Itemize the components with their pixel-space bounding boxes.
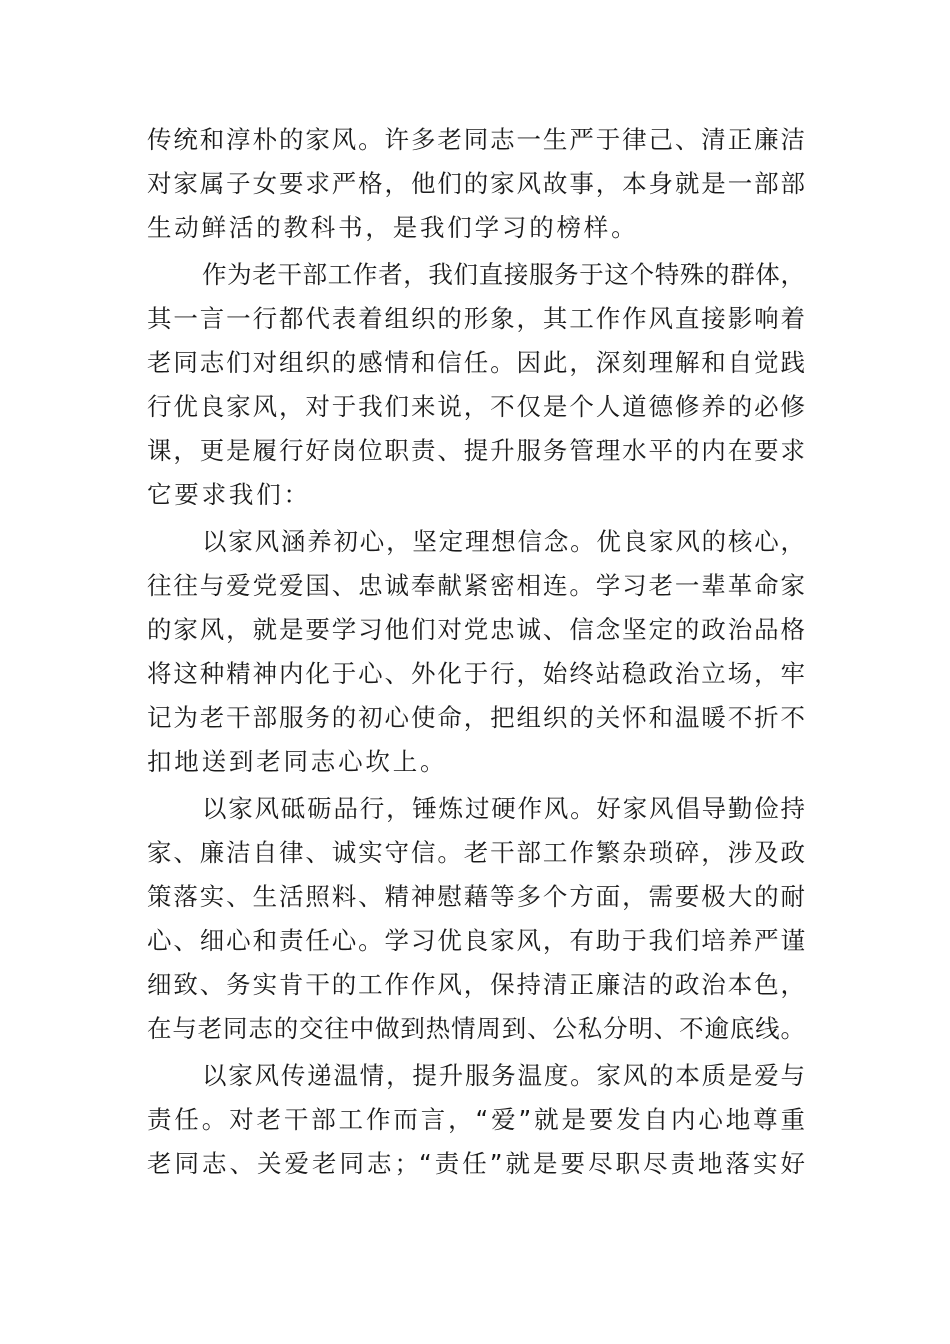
text-line: 作为老干部工作者，我们直接服务于这个特殊的群体， (202, 260, 805, 289)
text-line: 传统和淳朴的家风。许多老同志一生严于律己、清正廉洁 (147, 125, 805, 154)
text-line: 以家风传递温情，提升服务温度。家风的本质是爱与 (202, 1061, 805, 1090)
text-line: 扣地送到老同志心坎上。 (147, 747, 448, 776)
paragraph (147, 1054, 805, 1186)
text-line: 策落实、生活照料、精神慰藉等多个方面，需要极大的耐 (147, 882, 805, 911)
text-line: 记为老干部服务的初心使命，把组织的关怀和温暖不折不 (147, 703, 805, 732)
paragraph (147, 787, 805, 1051)
text-line: 以家风涵养初心，坚定理想信念。优良家风的核心， (202, 527, 805, 556)
text-line: 心、细心和责任心。学习优良家风，有助于我们培养严谨 (147, 926, 805, 955)
text-line: 老同志们对组织的感情和信任。因此，深刻理解和自觉践 (147, 348, 805, 377)
paragraph (147, 118, 805, 250)
text-line: 家、廉洁自律、诚实守信。老干部工作繁杂琐碎，涉及政 (147, 838, 805, 867)
text-line: 对家属子女要求严格，他们的家风故事，本身就是一部部 (147, 169, 805, 198)
paragraph (147, 253, 805, 517)
text-line: 将这种精神内化于心、外化于行，始终站稳政治立场，牢 (147, 659, 805, 688)
text-line: 其一言一行都代表着组织的形象，其工作作风直接影响着 (147, 304, 805, 333)
text-line: 老同志、关爱老同志；“责任”就是要尽职尽责地落实好 (147, 1149, 805, 1178)
paragraph (147, 520, 805, 784)
text-line: 责任。对老干部工作而言，“爱”就是要发自内心地尊重 (147, 1105, 805, 1134)
text-line: 往往与爱党爱国、忠诚奉献紧密相连。学习老一辈革命家 (147, 571, 805, 600)
text-line: 在与老同志的交往中做到热情周到、公私分明、不逾底线。 (147, 1014, 805, 1043)
text-line: 的家风，就是要学习他们对党忠诚、信念坚定的政治品格 (147, 615, 805, 644)
text-line: 生动鲜活的教科书，是我们学习的榜样。 (147, 213, 639, 242)
document-body (147, 118, 805, 1189)
text-line: 它要求我们： (147, 480, 311, 509)
text-line: 行优良家风，对于我们来说，不仅是个人道德修养的必修 (147, 392, 805, 421)
text-line: 以家风砥砺品行，锤炼过硬作风。好家风倡导勤俭持 (202, 794, 805, 823)
text-line: 课，更是履行好岗位职责、提升服务管理水平的内在要求 (147, 436, 805, 465)
text-line: 细致、务实肯干的工作作风，保持清正廉洁的政治本色， (147, 970, 805, 999)
